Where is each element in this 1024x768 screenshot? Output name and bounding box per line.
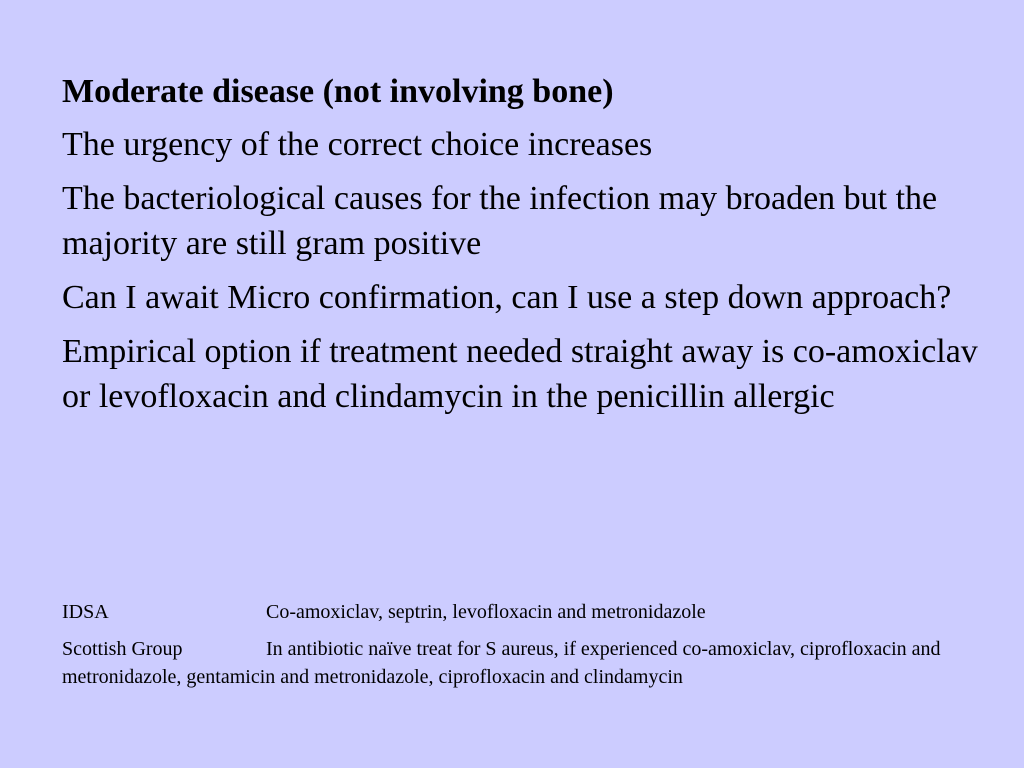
paragraph-bacteriology: The bacteriological causes for the infection may broaden but the majority are still gram positive xyxy=(62,180,938,262)
reference-source: IDSA xyxy=(62,601,109,623)
slide-heading: Moderate disease (not involving bone) xyxy=(62,73,614,110)
guideline-references xyxy=(62,598,972,700)
reference-source: Scottish Group xyxy=(62,638,183,660)
paragraph-micro-confirmation: Can I await Micro confirmation, can I use a step down approach? xyxy=(62,279,952,316)
reference-idsa xyxy=(62,598,972,626)
reference-text: In antibiotic naïve treat for S aureus, if experienced co-amoxiclav, ciprofloxacin and metronidazole, gentamicin and metronidazole, ciprofloxacin and clindamycin xyxy=(62,638,941,688)
reference-scottish-group xyxy=(62,635,972,691)
paragraph-empirical-option: Empirical option if treatment needed straight away is co-amoxiclav or levofloxacin and clindamycin in the penicillin allergic xyxy=(62,333,978,415)
paragraph-urgency: The urgency of the correct choice increases xyxy=(62,126,653,163)
reference-text: Co-amoxiclav, septrin, levofloxacin and metronidazole xyxy=(266,601,706,623)
slide-body xyxy=(62,70,982,428)
